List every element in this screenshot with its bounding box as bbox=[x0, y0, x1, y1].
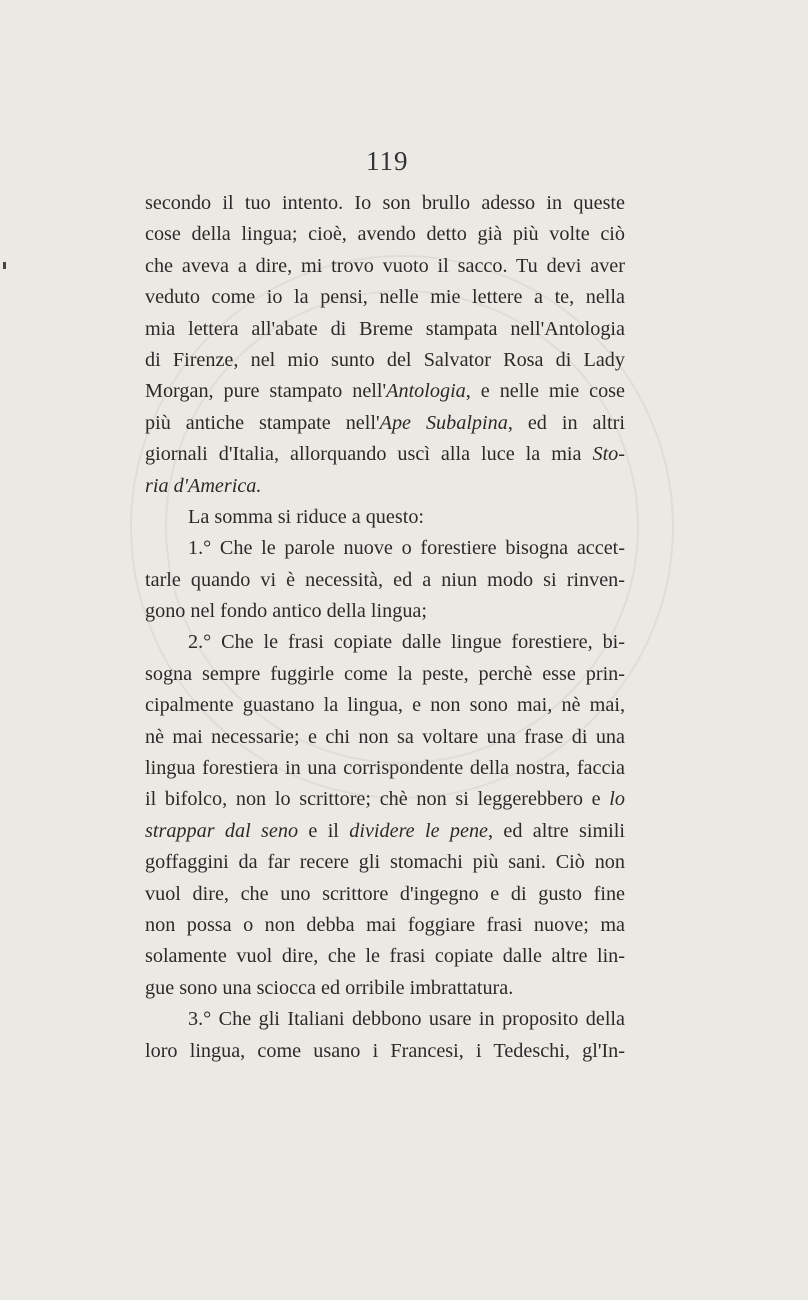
text-line: loro lingua, come usano i Francesi, i Tedeschi, gl'In- bbox=[145, 1039, 625, 1062]
body-text bbox=[145, 188, 625, 1067]
margin-mark bbox=[3, 262, 6, 269]
text-line: strappar dal seno e il dividere le pene, ed altre simili bbox=[145, 819, 625, 842]
list-item-1: 1.° Che le parole nuove o forestiere bisogna accet- bbox=[188, 537, 625, 560]
text-line: vuol dire, che uno scrittore d'ingegno e di gusto fine bbox=[145, 882, 625, 905]
text-line: solamente vuol dire, che le frasi copiate dalle altre lin- bbox=[145, 945, 625, 968]
text-line: gono nel fondo antico della lingua; bbox=[145, 600, 427, 623]
text-line: ria d'America. bbox=[145, 474, 262, 497]
text-line: il bifolco, non lo scrittore; chè non si leggerebbero e lo bbox=[145, 788, 625, 811]
list-item-2: 2.° Che le frasi copiate dalle lingue forestiere, bi- bbox=[188, 631, 625, 654]
text-line: non possa o non debba mai foggiare frasi nuove; ma bbox=[145, 913, 625, 936]
text-line: goffaggini da far recere gli stomachi più sani. Ciò non bbox=[145, 851, 625, 874]
list-item-3: 3.° Che gli Italiani debbono usare in proposito della bbox=[188, 1008, 625, 1031]
text-line: giornali d'Italia, allorquando uscì alla luce la mia Sto- bbox=[145, 443, 625, 466]
text-line: più antiche stampate nell'Ape Subalpina, ed in altri bbox=[145, 411, 625, 434]
paragraph-start: La somma si riduce a questo: bbox=[188, 505, 425, 528]
text-line: Morgan, pure stampato nell'Antologia, e nelle mie cose bbox=[145, 380, 625, 403]
text-line: tarle quando vi è necessità, ed a niun modo si rinven- bbox=[145, 568, 625, 591]
text-line: cipalmente guastano la lingua, e non sono mai, nè mai, bbox=[145, 694, 625, 717]
text-line: di Firenze, nel mio sunto del Salvator Rosa di Lady bbox=[145, 348, 625, 371]
text-line: mia lettera all'abate di Breme stampata nell'Antologia bbox=[145, 317, 625, 340]
text-line: nè mai necessarie; e chi non sa voltare una frase di una bbox=[145, 725, 625, 748]
text-line: secondo il tuo intento. Io son brullo adesso in queste bbox=[145, 192, 625, 214]
text-line: veduto come io la pensi, nelle mie lettere a te, nella bbox=[145, 286, 625, 309]
text-line: gue sono una sciocca ed orribile imbrattatura. bbox=[145, 976, 514, 999]
text-line: lingua forestiera in una corrispondente della nostra, faccia bbox=[145, 757, 625, 780]
text-line: che aveva a dire, mi trovo vuoto il sacco. Tu devi aver bbox=[145, 254, 625, 277]
text-line: sogna sempre fuggirle come la peste, perchè esse prin- bbox=[145, 662, 625, 685]
page-number: 119 bbox=[366, 146, 409, 176]
text-line: cose della lingua; cioè, avendo detto già più volte ciò bbox=[145, 223, 625, 246]
